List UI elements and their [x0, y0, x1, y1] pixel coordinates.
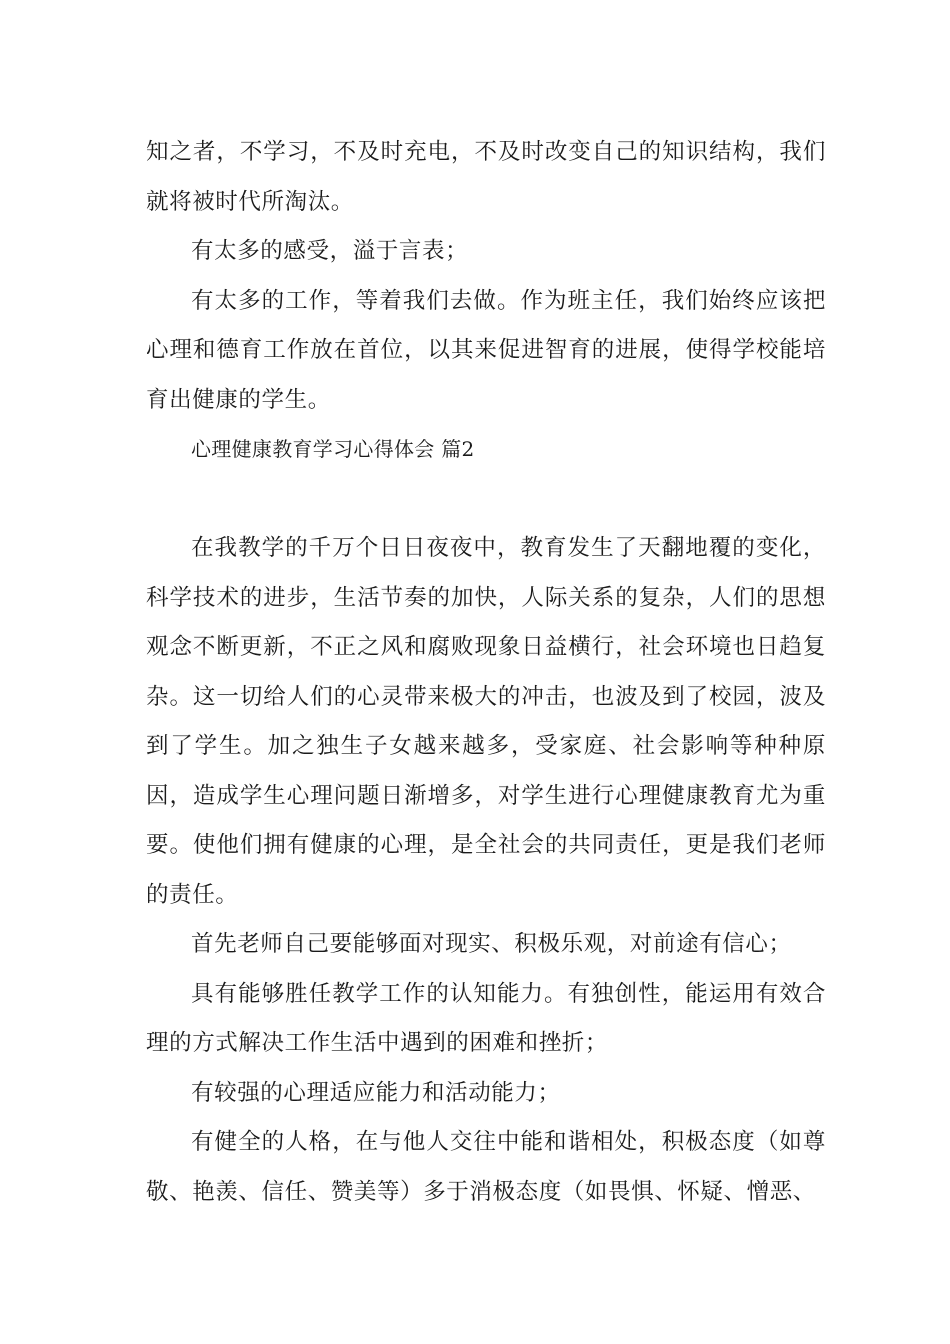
- paragraph-personality: 有健全的人格，在与他人交往中能和谐相处，积极态度（如尊敬、艳羡、信任、赞美等）多于消极态度（如畏惧、怀疑、憎恶、: [146, 1129, 826, 1205]
- paragraph-teacher-attitude: 首先老师自己要能够面对现实、积极乐观，对前途有信心；: [191, 931, 792, 957]
- section-heading: 心理健康教育学习心得体会 篇2: [191, 437, 475, 461]
- paragraph-feelings: 有太多的感受，溢于言表；: [191, 238, 469, 264]
- paragraph-adaptability: 有较强的心理适应能力和活动能力；: [191, 1079, 561, 1106]
- paragraph-continued: 知之者，不学习，不及时充电，不及时改变自己的知识结构，我们就将被时代所淘汰。: [146, 139, 826, 215]
- document-body: [146, 128, 826, 1217]
- paragraph-work: 有太多的工作，等着我们去做。作为班主任，我们始终应该把心理和德育工作放在首位，以其来促进智育的进展，使得学校能培育出健康的学生。: [146, 287, 826, 413]
- paragraph-education-changes: 在我教学的千万个日日夜夜中，教育发生了天翻地覆的变化，科学技术的进步，生活节奏的加快，人际关系的复杂，人们的思想观念不断更新，不正之风和腐败现象日益横行，社会环境也日趋复杂。这一切给人们的心灵带来极大的冲击，也波及到了校园，波及到了学生。加之独生子女越来越多，受家庭、社会影响等种种原因，造成学生心理问题日渐增多，对学生进行心理健康教育尤为重要。使他们拥有健康的心理，是全社会的共同责任，更是我们老师的责任。: [146, 535, 826, 908]
- section-spacer: [146, 475, 826, 525]
- paragraph-cognitive-ability: 具有能够胜任教学工作的认知能力。有独创性，能运用有效合理的方式解决工作生活中遇到的困难和挫折；: [146, 980, 826, 1056]
